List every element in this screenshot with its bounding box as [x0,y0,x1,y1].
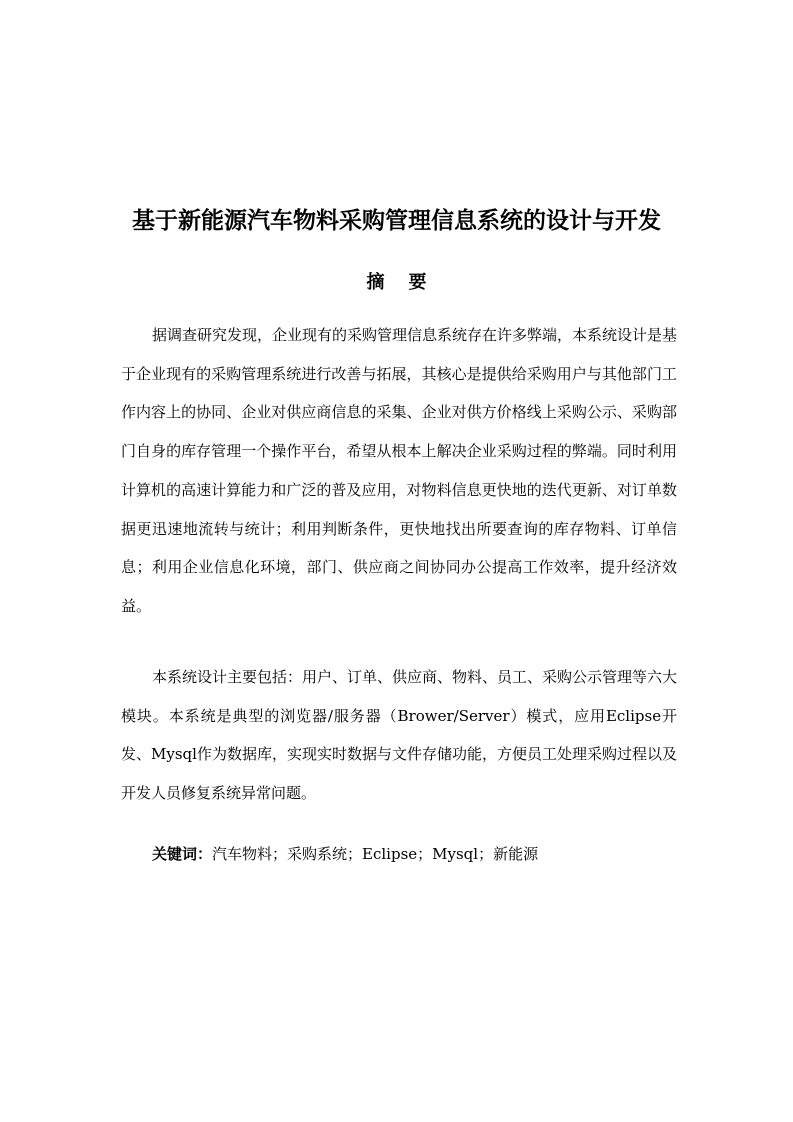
document-title: 基于新能源汽车物料采购管理信息系统的设计与开发 [132,208,661,234]
abstract-heading-char-1: 摘 [366,272,385,293]
keywords-line [152,839,682,869]
abstract-paragraph-2: 本系统设计主要包括：用户、订单、供应商、物料、员工、采购公示管理等六大模块。本系统是典型的浏览器/服务器（Brower/Server）模式，应用Eclipse开发、Mysql作为数据库，实现实时数据与文件存储功能，方便员工处理采购过程以及开发人员修复系统异常问题。 [121,668,678,803]
abstract-paragraph-1: 据调查研究发现，企业现有的采购管理信息系统存在许多弊端，本系统设计是基于企业现有的采购管理系统进行改善与拓展，其核心是提供给采购用户与其他部门工作内容上的协同、企业对供应商信息的采集、企业对供方价格线上采购公示、采购部门自身的库存管理一个操作平台，希望从根本上解决企业采购过程的弊端。同时利用计算机的高速计算能力和广泛的普及应用，对物料信息更快地的迭代更新、对订单数据更迅速地流转与统计；利用判断条件，更快地找出所要查询的库存物料、订单信息；利用企业信息化环境，部门、供应商之间协同办公提高工作效率，提升经济效益。 [121,326,678,615]
abstract-heading-char-2: 要 [408,272,427,293]
keywords-text: 汽车物料；采购系统；Eclipse；Mysql；新能源 [212,845,539,863]
abstract-heading [0,268,793,298]
keywords-label: 关键词： [152,845,213,863]
